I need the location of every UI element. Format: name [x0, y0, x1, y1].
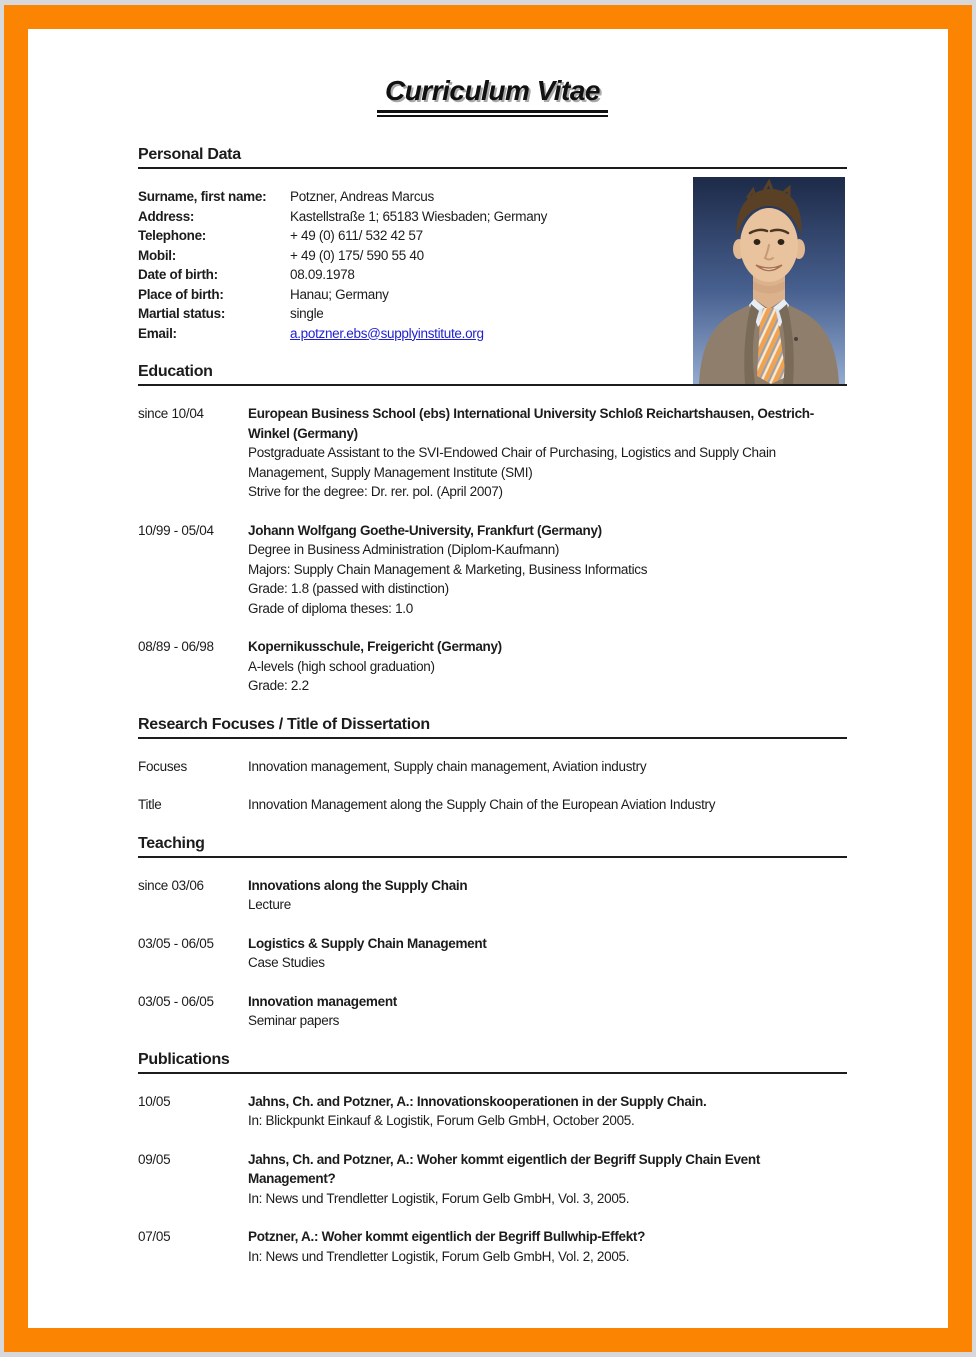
section-heading-personal-data: Personal Data — [138, 146, 847, 169]
field-value-place-of-birth: Hanau; Germany — [290, 286, 389, 302]
entry-line: Postgraduate Assistant to the SVI-Endowed Chair of Purchasing, Logistics and Supply Chain Management, Supply Management Institute (SMI) — [248, 445, 776, 480]
page-title: Curriculum Vitae — [377, 75, 608, 113]
research-row — [138, 795, 847, 815]
entry-line: Case Studies — [248, 955, 325, 970]
personal-field-row — [138, 187, 847, 207]
entry-line: In: Blickpunkt Einkauf & Logistik, Forum Gelb GmbH, October 2005. — [248, 1113, 635, 1128]
field-label-date-of-birth: Date of birth: — [138, 267, 218, 282]
cv-document-page — [28, 29, 948, 1328]
entry-date: 10/99 - 05/04 — [138, 522, 214, 538]
publication-entry — [138, 1150, 847, 1209]
entry-date: 03/05 - 06/05 — [138, 935, 214, 951]
entry-line: Degree in Business Administration (Diplom-Kaufmann) — [248, 542, 560, 557]
entry-line: In: News und Trendletter Logistik, Forum Gelb GmbH, Vol. 3, 2005. — [248, 1190, 630, 1206]
email-link[interactable]: a.potzner.ebs@supplyinstitute.org — [290, 325, 484, 341]
education-entry — [138, 404, 847, 502]
section-heading-publications: Publications — [138, 1051, 847, 1074]
teaching-entry — [138, 992, 847, 1031]
entry-line: A-levels (high school graduation) — [248, 658, 435, 674]
orange-page-frame — [4, 5, 972, 1352]
entry-title: Jahns, Ch. and Potzner, A.: Innovationskooperationen in der Supply Chain. — [248, 1093, 707, 1109]
field-value-surname: Potzner, Andreas Marcus — [290, 189, 434, 204]
field-label-telephone: Telephone: — [138, 228, 207, 243]
education-entries — [138, 404, 847, 696]
education-entry — [138, 521, 847, 619]
title-block — [138, 75, 847, 113]
teaching-entries — [138, 876, 847, 1031]
field-value-address: Kastellstraße 1; 65183 Wiesbaden; Germany — [290, 208, 548, 224]
entry-title: Jahns, Ch. and Potzner, A.: Woher kommt eigentlich der Begriff Supply Chain Event Management? — [248, 1151, 761, 1186]
publication-entries — [138, 1092, 847, 1267]
field-label-email: Email: — [138, 325, 177, 341]
entry-date: since 03/06 — [138, 877, 204, 893]
entry-line: Strive for the degree: Dr. rer. pol. (April 2007) — [248, 484, 503, 499]
entry-line: In: News und Trendletter Logistik, Forum Gelb GmbH, Vol. 2, 2005. — [248, 1248, 630, 1264]
entry-title: Innovations along the Supply Chain — [248, 877, 468, 893]
entry-line: Seminar papers — [248, 1013, 340, 1028]
personal-data-fields — [138, 187, 847, 343]
entry-date: 09/05 — [138, 1151, 171, 1167]
personal-field-row — [138, 246, 847, 266]
field-label-place-of-birth: Place of birth: — [138, 286, 224, 302]
entry-title: Kopernikusschule, Freigericht (Germany) — [248, 639, 502, 654]
personal-field-row — [138, 285, 847, 305]
entry-date: 03/05 - 06/05 — [138, 993, 214, 1009]
entry-title: Potzner, A.: Woher kommt eigentlich der Begriff Bullwhip-Effekt? — [248, 1229, 646, 1244]
section-heading-education: Education — [138, 363, 847, 386]
entry-line: Lecture — [248, 897, 291, 912]
field-label-martial-status: Martial status: — [138, 306, 226, 321]
field-value-mobil: + 49 (0) 175/ 590 55 40 — [290, 247, 424, 263]
teaching-entry — [138, 934, 847, 973]
field-label-surname: Surname, first name: — [138, 189, 267, 204]
entry-line: Majors: Supply Chain Management & Marketing, Business Informatics — [248, 561, 648, 577]
entry-date: 08/89 - 06/98 — [138, 639, 214, 654]
section-heading-teaching: Teaching — [138, 835, 847, 858]
row-value-focuses: Innovation management, Supply chain management, Aviation industry — [248, 758, 647, 774]
field-value-date-of-birth: 08.09.1978 — [290, 267, 355, 282]
entry-title: Johann Wolfgang Goethe-University, Frankfurt (Germany) — [248, 522, 602, 538]
field-label-mobil: Mobil: — [138, 247, 176, 263]
entry-title: Innovation management — [248, 993, 397, 1009]
entry-line: Grade: 1.8 (passed with distinction) — [248, 581, 449, 596]
entry-line: Grade: 2.2 — [248, 678, 309, 693]
field-value-martial-status: single — [290, 306, 324, 321]
entry-title: European Business School (ebs) International University Schloß Reichartshausen, Oestrich-Winkel (Germany) — [248, 406, 814, 441]
research-rows — [138, 757, 847, 815]
personal-field-row — [138, 226, 847, 246]
research-row — [138, 757, 847, 777]
personal-field-row — [138, 304, 847, 324]
entry-title: Logistics & Supply Chain Management — [248, 935, 487, 951]
teaching-entry — [138, 876, 847, 915]
field-value-telephone: + 49 (0) 611/ 532 42 57 — [290, 228, 423, 243]
field-label-address: Address: — [138, 208, 195, 224]
publication-entry — [138, 1227, 847, 1266]
section-heading-research: Research Focuses / Title of Dissertation — [138, 716, 847, 739]
personal-field-row — [138, 324, 847, 344]
personal-field-row — [138, 265, 847, 285]
row-label-title: Title — [138, 797, 162, 812]
education-entry — [138, 637, 847, 696]
row-value-title: Innovation Management along the Supply Chain of the European Aviation Industry — [248, 797, 716, 812]
entry-line: Grade of diploma theses: 1.0 — [248, 600, 413, 616]
row-label-focuses: Focuses — [138, 758, 187, 774]
entry-date: since 10/04 — [138, 406, 204, 421]
entry-date: 07/05 — [138, 1229, 171, 1244]
entry-date: 10/05 — [138, 1093, 171, 1109]
personal-field-row — [138, 207, 847, 227]
publication-entry — [138, 1092, 847, 1131]
